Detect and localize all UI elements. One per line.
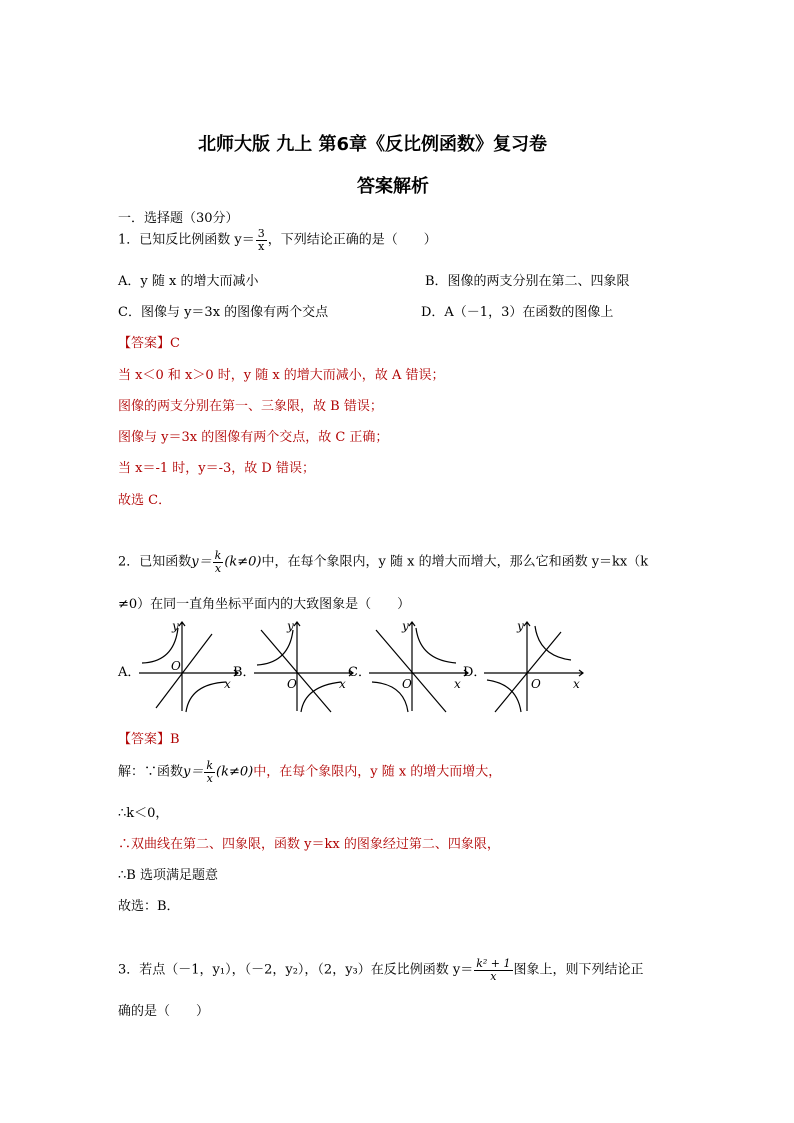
q3-frac-den: x — [490, 969, 497, 983]
q2-frac-pre: y＝ — [191, 554, 212, 570]
q2-exp1-suffix: 中，在每个象限内，y 随 x 的增大而增大， — [253, 764, 502, 780]
origin-label: O — [531, 677, 541, 691]
q1-fraction — [256, 228, 267, 252]
y-axis-label: y — [287, 619, 294, 633]
q2-answer — [118, 728, 180, 747]
q2-explanation-1 — [118, 760, 501, 784]
q2-answer-text: 【答案】B — [118, 732, 180, 747]
hyperbola-upper-left — [257, 630, 293, 665]
line-kx — [261, 630, 331, 712]
y-axis-label: y — [172, 619, 179, 633]
q2-frac-cond: (k≠0) — [224, 554, 262, 570]
q2-option-a-label: A． — [118, 665, 141, 680]
q1-suffix: ，下列结论正确的是（ ） — [267, 232, 437, 248]
x-axis-label: x — [224, 677, 231, 691]
q2-option-d-label: D． — [463, 665, 487, 680]
q2-option-b-label: B． — [233, 665, 256, 680]
document-title: 北师大版 九上 第6章《反比例函数》复习卷 — [198, 134, 548, 155]
line-kx — [495, 632, 561, 712]
q2-stem — [118, 550, 648, 574]
q1-frac-num: 3 — [257, 227, 265, 240]
section-heading: 一．选择题（30分） — [118, 211, 239, 226]
q3-stem — [118, 958, 644, 982]
q2-explanation-3: ∴双曲线在第二、四象限，函数 y＝kx 的图象经过第二、四象限， — [118, 837, 500, 852]
q2-graph-b — [249, 616, 359, 714]
document-subtitle: 答案解析 — [357, 176, 429, 197]
q1-option-a: A．y 随 x 的增大而减小 — [118, 274, 259, 289]
q2-exp1-cond: (k≠0) — [216, 764, 254, 780]
q3-frac-num: k² + 1 — [476, 957, 511, 970]
q2-frac-den: x — [214, 561, 222, 575]
hyperbola-lower-right — [186, 682, 226, 712]
q3-prefix: 3．若点（－1，y₁），（－2，y₂），（2，y₃）在反比例函数 y＝ — [118, 962, 474, 978]
q1-frac-den: x — [258, 239, 265, 253]
q2-explanation-5: 故选：B． — [118, 899, 180, 914]
q3-fraction — [474, 958, 512, 982]
q3-suffix: 图象上，则下列结论正 — [513, 962, 644, 978]
q1-stem — [118, 228, 437, 252]
x-axis-label: x — [573, 677, 580, 691]
q2-explanation-2: ∴k＜0， — [118, 806, 169, 821]
q1-explanation-2: 图像的两支分别在第一、三象限，故 B 错误； — [118, 399, 383, 414]
q2-graph-d — [479, 616, 589, 714]
q2-option-c-label: C． — [348, 665, 371, 680]
line-kx — [156, 634, 212, 708]
q2-explanation-4: ∴B 选项满足题意 — [118, 868, 218, 883]
q2-exp1-prefix: 解：∵函数 — [118, 764, 184, 780]
hyperbola-upper-right — [416, 628, 456, 663]
q3-stem-line2: 确的是（ ） — [118, 1004, 210, 1019]
q1-explanation-4: 当 x＝-1 时，y＝-3，故 D 错误； — [118, 461, 315, 476]
q1-option-d: D．A（－1，3）在函数的图像上 — [421, 305, 614, 320]
q1-option-b: B．图像的两支分别在第二、四象限 — [425, 274, 630, 289]
line-kx — [376, 630, 446, 712]
q1-prefix: 1．已知反比例函数 y＝ — [118, 232, 255, 248]
origin-label: O — [402, 677, 412, 691]
hyperbola-lower-left — [487, 680, 521, 712]
y-axis-label: y — [402, 619, 409, 633]
q1-answer: 【答案】C — [118, 336, 180, 351]
q2-fraction — [213, 550, 224, 574]
hyperbola-upper-left — [142, 628, 178, 663]
x-axis-label: x — [339, 677, 346, 691]
x-axis-label: x — [454, 677, 461, 691]
q1-option-c: C．图像与 y＝3x 的图像有两个交点 — [118, 305, 329, 320]
q2-prefix: 2．已知函数 — [118, 554, 192, 570]
q1-explanation-5: 故选 C． — [118, 493, 172, 508]
q2-graph-c — [364, 616, 474, 714]
q2-graph-a — [134, 616, 244, 714]
q2-exp1-frac-den: x — [206, 771, 213, 785]
q2-frac-num: k — [214, 549, 222, 562]
origin-label: O — [171, 659, 181, 673]
q2-stem-line2: ≠0）在同一直角坐标平面内的大致图象是（ ） — [118, 597, 411, 612]
hyperbola-upper-right — [535, 626, 571, 660]
q2-exp1-frac-pre: y＝ — [183, 764, 204, 780]
q2-suffix: 中，在每个象限内，y 随 x 的增大而增大，那么它和函数 y＝kx（k — [261, 554, 649, 570]
y-axis-label: y — [517, 619, 524, 633]
q1-explanation-1: 当 x＜0 和 x＞0 时，y 随 x 的增大而减小，故 A 错误； — [118, 368, 445, 383]
origin-label: O — [287, 677, 297, 691]
q2-exp1-frac-num: k — [206, 759, 214, 772]
hyperbola-lower-right — [301, 682, 341, 712]
q2-exp1-fraction — [204, 760, 215, 784]
q1-explanation-3: 图像与 y＝3x 的图像有两个交点，故 C 正确； — [118, 430, 389, 445]
